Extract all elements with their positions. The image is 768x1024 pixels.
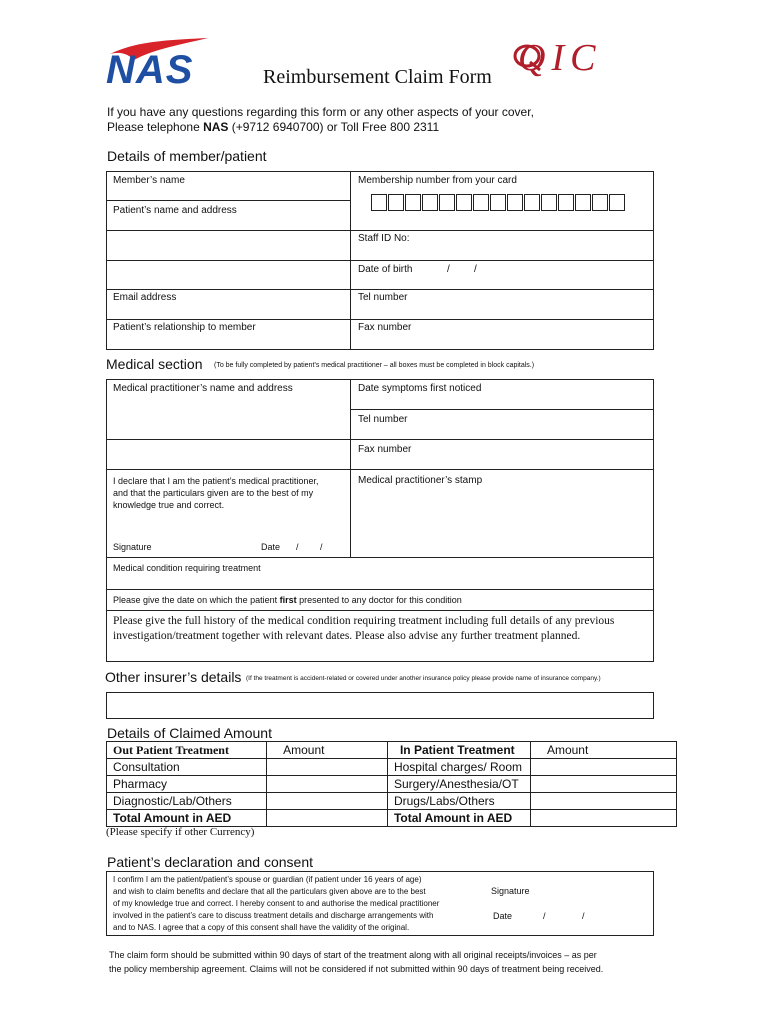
practitioner-declaration-line-2: and that the particulars given are to the best of my bbox=[113, 488, 314, 498]
declaration-text bbox=[113, 874, 439, 934]
in-item: Hospital charges/ Room bbox=[387, 759, 530, 776]
practitioner-signature-label: Signature bbox=[113, 542, 152, 552]
out-total-cell[interactable] bbox=[267, 810, 388, 827]
medical-divider-h1 bbox=[350, 409, 654, 410]
dob-label: Date of birth bbox=[358, 264, 413, 275]
declaration-line-5: and to NAS. I agree that a copy of this consent shall have the validity of the original. bbox=[113, 923, 410, 932]
declaration-line-4: involved in the patient’s care to discuss treatment details and discharge arrangements with bbox=[113, 911, 434, 920]
in-total-label: Total Amount in AED bbox=[387, 810, 530, 827]
medical-fax-label: Fax number bbox=[358, 444, 412, 455]
medical-tel-label: Tel number bbox=[358, 414, 408, 425]
in-amount-cell[interactable] bbox=[530, 776, 676, 793]
declaration-date-label: Date bbox=[493, 911, 513, 921]
practitioner-declaration bbox=[113, 475, 318, 511]
declaration-signature-label: Signature bbox=[491, 886, 530, 896]
member-divider-h3 bbox=[106, 260, 654, 261]
out-item: Pharmacy bbox=[107, 776, 267, 793]
practitioner-date-label: Date bbox=[261, 542, 281, 552]
medical-divider-h5 bbox=[106, 589, 654, 590]
out-item: Diagnostic/Lab/Others bbox=[107, 793, 267, 810]
member-divider-h2 bbox=[106, 230, 654, 231]
staff-id-label: Staff ID No: bbox=[358, 233, 410, 244]
condition-label: Medical condition requiring treatment bbox=[113, 563, 261, 573]
claimed-section-heading: Details of Claimed Amount bbox=[107, 725, 272, 741]
intro-suffix: (+9712 6940700) or Toll Free 800 2311 bbox=[228, 120, 440, 134]
practitioner-date-sep-2: / bbox=[320, 542, 323, 552]
medical-divider-h2 bbox=[106, 439, 654, 440]
table-header-row bbox=[107, 742, 677, 759]
intro-line-1: If you have any questions regarding this form or any other aspects of your cover, bbox=[107, 105, 534, 119]
intro-nas: NAS bbox=[203, 120, 229, 134]
qic-logo-text: QIC bbox=[518, 37, 602, 79]
member-divider-h5 bbox=[106, 319, 654, 320]
in-total-cell[interactable] bbox=[530, 810, 676, 827]
in-item: Surgery/Anesthesia/OT bbox=[387, 776, 530, 793]
first-date-prefix: Please give the date on which the patient bbox=[113, 595, 280, 605]
nas-logo bbox=[104, 38, 212, 90]
out-item: Consultation bbox=[107, 759, 267, 776]
practitioner-date-sep-1: / bbox=[296, 542, 299, 552]
medical-divider-h6 bbox=[106, 610, 654, 611]
out-amount-header: Amount bbox=[267, 742, 388, 759]
intro-prefix: Please telephone bbox=[107, 120, 204, 134]
in-amount-cell[interactable] bbox=[530, 793, 676, 810]
date-symptoms-label: Date symptoms first noticed bbox=[358, 383, 482, 394]
practitioner-name-label: Medical practitioner’s name and address bbox=[113, 383, 293, 394]
in-item: Drugs/Labs/Others bbox=[387, 793, 530, 810]
table-total-row bbox=[107, 810, 677, 827]
in-amount-cell[interactable] bbox=[530, 759, 676, 776]
insurer-section-heading: Other insurer’s details bbox=[105, 669, 242, 685]
dob-sep-2: / bbox=[474, 264, 477, 275]
relationship-label: Patient’s relationship to member bbox=[113, 322, 256, 333]
membership-number-boxes[interactable] bbox=[371, 194, 627, 211]
page-title: Reimbursement Claim Form bbox=[263, 66, 492, 88]
table-row bbox=[107, 759, 677, 776]
out-amount-cell[interactable] bbox=[267, 776, 388, 793]
membership-number-label: Membership number from your card bbox=[358, 175, 517, 186]
out-patient-header: Out Patient Treatment bbox=[107, 742, 267, 759]
declaration-line-3: of my knowledge true and correct. I hereby consent to and authorise the medical practitioner bbox=[113, 899, 440, 908]
member-tel-label: Tel number bbox=[358, 292, 408, 303]
first-date-suffix: presented to any doctor for this condition bbox=[296, 595, 462, 605]
out-amount-cell[interactable] bbox=[267, 793, 388, 810]
dob-sep-1: / bbox=[447, 264, 450, 275]
member-section-heading: Details of member/patient bbox=[107, 148, 267, 164]
history-text bbox=[113, 614, 614, 644]
practitioner-stamp-label: Medical practitioner’s stamp bbox=[358, 475, 483, 486]
table-row bbox=[107, 793, 677, 810]
practitioner-declaration-line-3: knowledge true and correct. bbox=[113, 500, 225, 510]
medical-section-heading: Medical section bbox=[106, 356, 203, 372]
table-row bbox=[107, 776, 677, 793]
declaration-date-sep-2: / bbox=[582, 911, 585, 921]
medical-section-note: (To be fully completed by patient’s medical practitioner – all boxes must be completed in block capitals.) bbox=[214, 362, 535, 369]
member-divider-h1 bbox=[106, 200, 351, 201]
member-fax-label: Fax number bbox=[358, 322, 412, 333]
out-total-label: Total Amount in AED bbox=[107, 810, 267, 827]
nas-logo-text: NAS bbox=[106, 48, 194, 92]
claimed-amount-table bbox=[106, 741, 677, 827]
currency-note: (Please specify if other Currency) bbox=[106, 826, 255, 838]
history-line-2: investigation/treatment together with relevant dates. Please also advise any further treatment planned. bbox=[113, 630, 581, 642]
out-amount-cell[interactable] bbox=[267, 759, 388, 776]
footer-line-1: The claim form should be submitted within 90 days of start of the treatment along with all original receipts/invoices – as per bbox=[109, 950, 597, 960]
declaration-date-sep-1: / bbox=[543, 911, 546, 921]
insurer-input-box[interactable] bbox=[106, 692, 654, 719]
members-name-label: Member’s name bbox=[113, 175, 185, 186]
declaration-section-heading: Patient’s declaration and consent bbox=[107, 854, 313, 870]
declaration-line-1: I confirm I am the patient/patient’s spouse or guardian (if patient under 16 years of age) bbox=[113, 875, 422, 884]
qic-logo bbox=[512, 38, 652, 80]
first-date-bold: first bbox=[279, 595, 297, 605]
intro-line-2 bbox=[107, 120, 439, 134]
insurer-section-note: (If the treatment is accident-related or covered under another insurance policy please provide name of insurance company.) bbox=[246, 675, 601, 682]
member-divider-h4 bbox=[106, 289, 654, 290]
footer-note bbox=[109, 948, 603, 976]
patient-name-label: Patient’s name and address bbox=[113, 205, 237, 216]
declaration-line-2: and wish to claim benefits and declare that all the particulars given above are to the best bbox=[113, 887, 426, 896]
in-amount-header: Amount bbox=[530, 742, 676, 759]
footer-line-2: the policy membership agreement. Claims will not be considered if not submitted within 90 days of treatment being received. bbox=[109, 964, 604, 974]
practitioner-declaration-line-1: I declare that I am the patient’s medical practitioner, bbox=[113, 476, 319, 486]
in-patient-header: In Patient Treatment bbox=[387, 742, 530, 759]
medical-divider-h3 bbox=[106, 469, 654, 470]
medical-divider-h4 bbox=[106, 557, 654, 558]
first-date-label bbox=[113, 595, 462, 605]
history-line-1: Please give the full history of the medical condition requiring treatment including full details of any previous bbox=[113, 615, 615, 627]
email-label: Email address bbox=[113, 292, 177, 303]
